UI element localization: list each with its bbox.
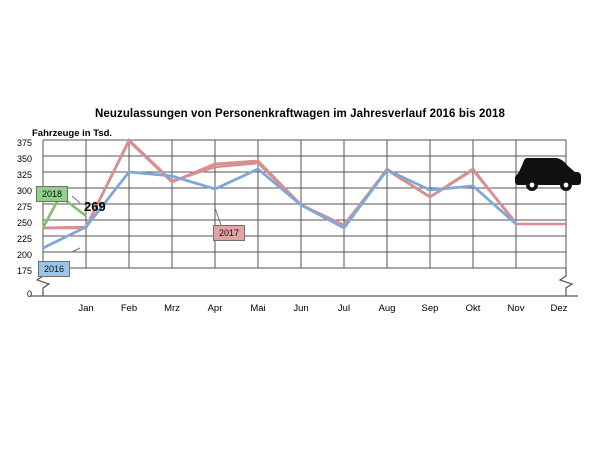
car-icon bbox=[515, 158, 581, 191]
y-tick-275: 275 bbox=[16, 202, 32, 212]
y-tick-175: 175 bbox=[16, 266, 32, 276]
annotation-2017: 2017 bbox=[213, 225, 245, 241]
axis-break bbox=[37, 268, 572, 296]
y-axis-label: Fahrzeuge in Tsd. bbox=[32, 128, 113, 139]
y-tick-325: 325 bbox=[16, 170, 32, 180]
annotation-2018: 2018 bbox=[36, 186, 68, 202]
y-tick-350: 350 bbox=[16, 154, 32, 164]
x-tick-okt: Okt bbox=[465, 303, 481, 314]
x-tick-mrz: Mrz bbox=[164, 303, 180, 314]
y-tick-225: 225 bbox=[16, 234, 32, 244]
x-tick-nov: Nov bbox=[507, 303, 525, 314]
y-tick-375: 375 bbox=[16, 138, 32, 148]
chart-title: Neuzulassungen von Personenkraftwagen im Jahresverlauf 2016 bis 2018 bbox=[94, 108, 506, 120]
series-line-2017-main bbox=[43, 141, 516, 228]
y-tick-0: 0 bbox=[26, 289, 32, 299]
annotation-2016: 2016 bbox=[38, 261, 70, 277]
x-tick-jan: Jan bbox=[78, 303, 94, 314]
x-tick-jun: Jun bbox=[293, 303, 309, 314]
x-tick-aug: Aug bbox=[378, 303, 396, 314]
y-tick-200: 200 bbox=[16, 250, 32, 260]
x-tick-dez: Dez bbox=[550, 303, 568, 314]
x-tick-mai: Mai bbox=[250, 303, 266, 314]
x-tick-sep: Sep bbox=[421, 303, 439, 314]
y-tick-250: 250 bbox=[16, 218, 32, 228]
x-tick-jul: Jul bbox=[337, 303, 351, 314]
value-label-269: 269 bbox=[84, 199, 106, 214]
x-tick-feb: Feb bbox=[120, 303, 138, 314]
y-tick-300: 300 bbox=[16, 186, 32, 196]
x-tick-apr: Apr bbox=[207, 303, 223, 314]
